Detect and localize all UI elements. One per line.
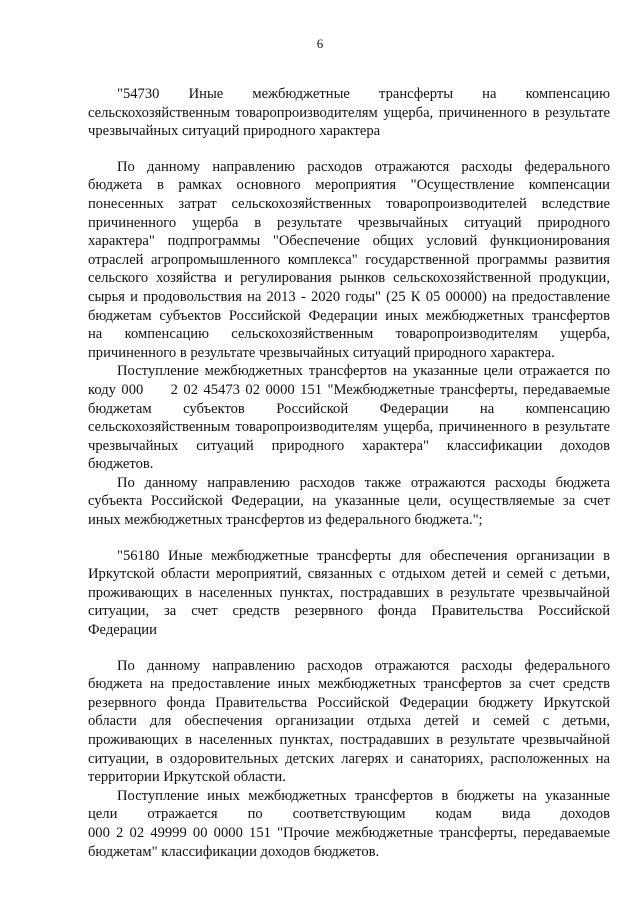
text-line: бюджетов. (88, 456, 154, 473)
text-line: "56180 Иные межбюджетные трансферты для обеспечения организации в (117, 547, 610, 564)
paragraph (88, 474, 610, 530)
text-line: бюджетам субъектов Российской Федерации иных межбюджетных трансфертов (88, 307, 610, 324)
text-line: причиненного в результате чрезвычайных ситуаций природного характера. (88, 344, 555, 361)
document-body (88, 85, 610, 861)
text-line: Федерации (88, 622, 157, 639)
text-line: резервного фонда Правительства Российской Федерации бюджету Иркутской (88, 694, 610, 711)
text-line: По данному направлению расходов отражаются расходы федерального (117, 158, 610, 175)
text-line: субъекта Российской Федерации, на указанные цели, осуществляемые за счет (88, 493, 610, 510)
text-line: Иркутской области мероприятий, связанных с отдыхом детей и семей с детьми, (88, 566, 610, 583)
text-line: ситуации, в оздоровительных детских лагерях и санаториях, расположенных на (88, 750, 610, 767)
text-line: отраслей агропромышленного комплекса" государственной программы развития (88, 251, 610, 268)
text-line: сельскохозяйственным товаропроизводителям ущерба, причиненного в результате (88, 419, 610, 436)
text-line: сырья и продовольствия на 2013 - 2020 годы" (25 К 05 00000) на предоставление (88, 288, 610, 305)
section-heading-54730 (88, 85, 610, 141)
paragraph (88, 158, 610, 363)
section-heading-56180 (88, 547, 610, 640)
paragraph (88, 362, 610, 474)
text-line: бюджета в рамках основного мероприятия "Осуществление компенсации (88, 177, 610, 194)
text-line: иных межбюджетных трансфертов из федерального бюджета."; (88, 512, 483, 529)
text-line: бюджетам" классификации доходов бюджетов. (88, 843, 380, 860)
text-line: на компенсацию сельскохозяйственным товаропроизводителям ущерба, (88, 326, 610, 343)
text-line: бюджета на предоставление иных межбюджетных трансфертов за счет средств (88, 676, 610, 693)
text-line: проживающих в населенных пунктах, пострадавших в результате чрезвычайной (88, 732, 610, 748)
paragraph (88, 787, 610, 861)
text-line: 000 2 02 49999 00 0000 151 "Прочие межбюджетные трансферты, передаваемые (88, 824, 610, 841)
text-line: коду 000 2 02 45473 02 0000 151 "Межбюджетные трансферты, передаваемые (88, 381, 610, 398)
text-line: причиненного ущерба в результате чрезвычайных ситуаций природного (88, 214, 610, 231)
text-line: Поступление иных межбюджетных трансфертов в бюджеты на указанные (117, 787, 610, 804)
text-line: По данному направлению расходов также отражаются расходы бюджета (117, 474, 610, 491)
text-line: По данному направлению расходов отражаются расходы федерального (117, 657, 610, 674)
text-line: понесенных затрат сельскохозяйственных товаропроизводителей вследствие (88, 195, 610, 212)
text-line: цели отражается по соответствующим кодам вида доходов (88, 806, 610, 823)
text-line: Поступление межбюджетных трансфертов на указанные цели отражается по (117, 363, 610, 380)
text-line: сельского хозяйства и регулирования рынков сельскохозяйственной продукции, (88, 270, 610, 287)
text-line: сельскохозяйственным товаропроизводителям ущерба, причиненного в результате (88, 104, 610, 121)
text-line: чрезвычайных ситуаций природного характера" классификации доходов (88, 437, 610, 454)
text-line: области для обеспечения организации отдыха детей и семей с детьми, (88, 713, 610, 730)
text-line: ситуации, за счет средств резервного фонда Правительства Российской (88, 603, 610, 620)
text-line: чрезвычайных ситуаций природного характера (88, 123, 381, 140)
page-number: 6 (316, 36, 324, 51)
text-line: территории Иркутской области. (88, 769, 286, 786)
text-line: бюджетам субъектов Российской Федерации на компенсацию (88, 400, 610, 417)
text-line: характера" подпрограммы "Обеспечение общих условий функционирования (88, 233, 610, 250)
text-line: "54730 Иные межбюджетные трансферты на компенсацию (117, 86, 610, 102)
paragraph (88, 657, 610, 787)
text-line: проживающих в населенных пунктах, пострадавших в результате чрезвычайной (88, 584, 610, 601)
